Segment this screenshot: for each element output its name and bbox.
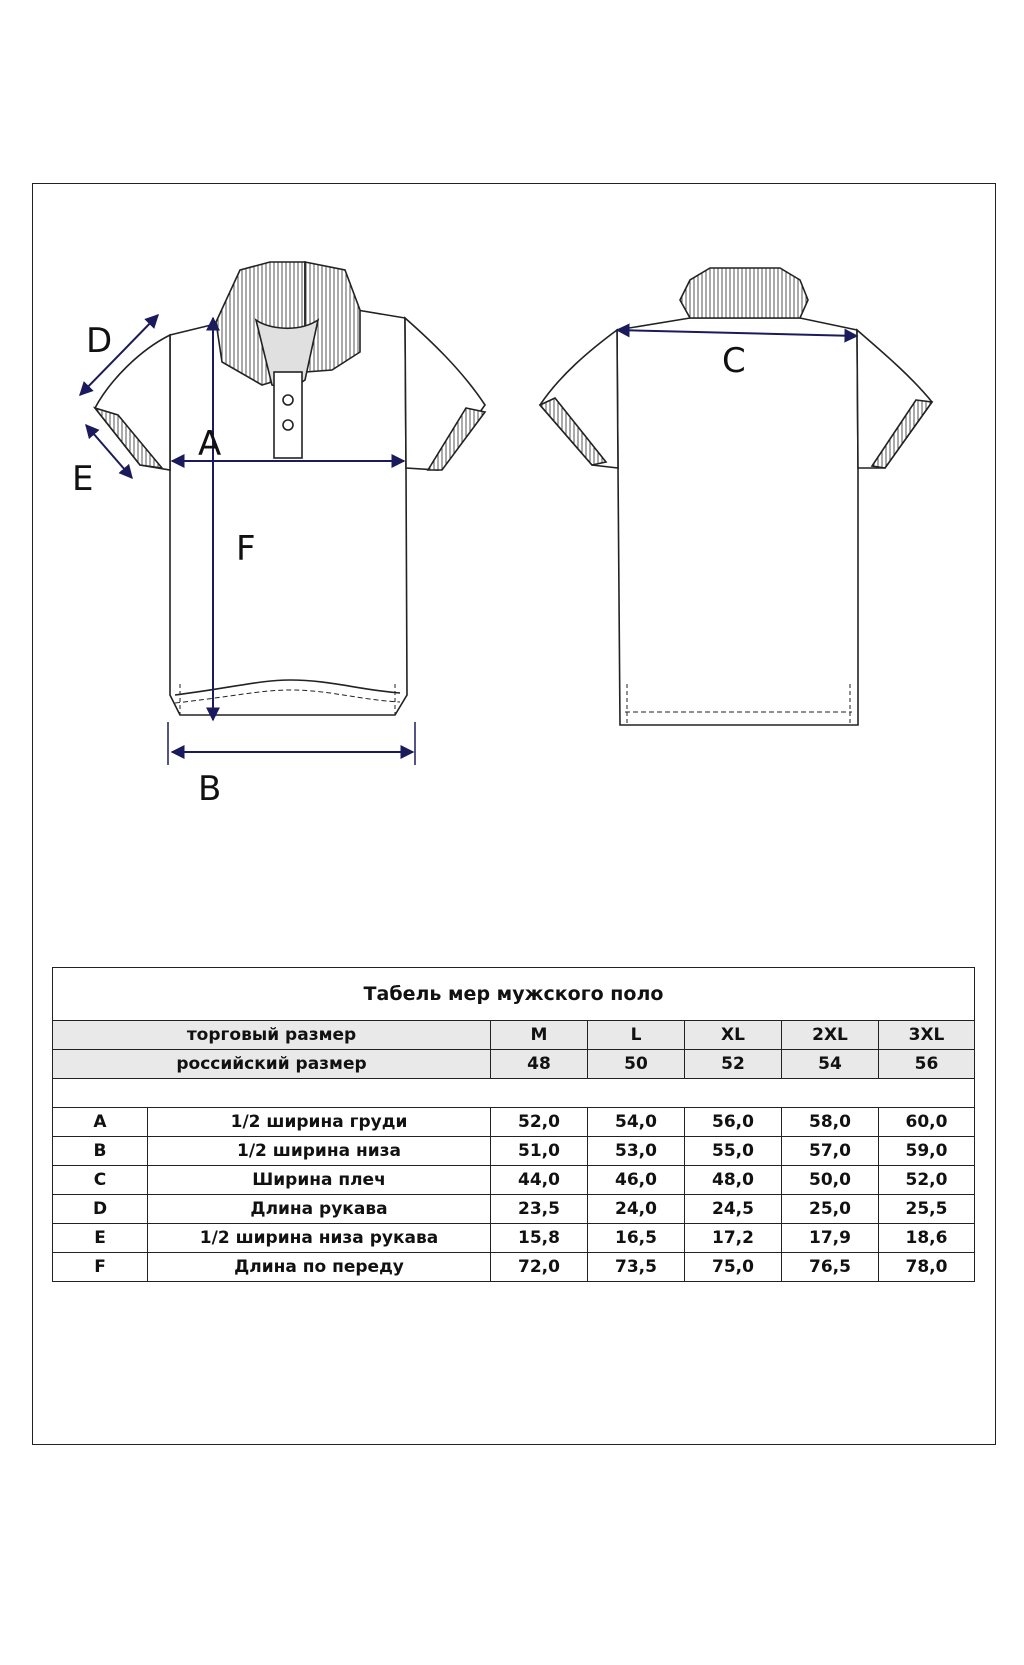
russian-size-row [53, 1050, 975, 1079]
measure-value: 15,8 [491, 1224, 588, 1253]
measure-value: 54,0 [588, 1108, 685, 1137]
measure-value: 23,5 [491, 1195, 588, 1224]
measure-value: 60,0 [879, 1108, 975, 1137]
table-row [53, 1137, 975, 1166]
measure-value: 25,0 [782, 1195, 879, 1224]
size-chart-table [52, 967, 975, 1282]
measure-name: Ширина плеч [148, 1166, 491, 1195]
trade-size-label: торговый размер [53, 1021, 491, 1050]
measure-value: 57,0 [782, 1137, 879, 1166]
measure-value: 76,5 [782, 1253, 879, 1282]
measure-value: 18,6 [879, 1224, 975, 1253]
measure-value: 55,0 [685, 1137, 782, 1166]
russian-size: 56 [879, 1050, 975, 1079]
table-row [53, 1195, 975, 1224]
russian-size: 54 [782, 1050, 879, 1079]
size-header: 2XL [782, 1021, 879, 1050]
label-f: F [236, 529, 256, 569]
measure-name: Длина по переду [148, 1253, 491, 1282]
label-e: E [72, 459, 94, 499]
measure-value: 16,5 [588, 1224, 685, 1253]
back-collar [680, 268, 808, 318]
measure-value: 50,0 [782, 1166, 879, 1195]
size-header: M [491, 1021, 588, 1050]
front-collar-right [305, 262, 360, 372]
measure-value: 58,0 [782, 1108, 879, 1137]
russian-size: 48 [491, 1050, 588, 1079]
size-header: L [588, 1021, 685, 1050]
measure-value: 17,9 [782, 1224, 879, 1253]
measure-code: F [53, 1253, 148, 1282]
size-header: 3XL [879, 1021, 975, 1050]
back-polo-drawing [540, 268, 932, 725]
measure-value: 78,0 [879, 1253, 975, 1282]
label-c: C [722, 341, 746, 381]
measure-value: 24,0 [588, 1195, 685, 1224]
measure-name: 1/2 ширина низа [148, 1137, 491, 1166]
label-d: D [86, 321, 113, 361]
measure-value: 51,0 [491, 1137, 588, 1166]
measure-name: 1/2 ширина низа рукава [148, 1224, 491, 1253]
russian-size-label: российский размер [53, 1050, 491, 1079]
measure-value: 46,0 [588, 1166, 685, 1195]
measure-code: C [53, 1166, 148, 1195]
spacer-row [53, 1079, 975, 1108]
button-2 [283, 420, 293, 430]
measure-value: 73,5 [588, 1253, 685, 1282]
trade-size-row [53, 1021, 975, 1050]
russian-size: 50 [588, 1050, 685, 1079]
front-polo-drawing [95, 262, 485, 715]
label-b: B [198, 769, 222, 809]
front-placket [274, 372, 302, 458]
measure-value: 17,2 [685, 1224, 782, 1253]
measure-value: 53,0 [588, 1137, 685, 1166]
measure-value: 52,0 [491, 1108, 588, 1137]
table-row [53, 1166, 975, 1195]
measure-value: 75,0 [685, 1253, 782, 1282]
button-1 [283, 395, 293, 405]
measure-value: 48,0 [685, 1166, 782, 1195]
measure-code: A [53, 1108, 148, 1137]
measure-code: D [53, 1195, 148, 1224]
table-row [53, 1224, 975, 1253]
measure-code: E [53, 1224, 148, 1253]
table-title: Табель мер мужского поло [53, 968, 975, 1021]
label-a: A [198, 424, 222, 464]
measure-value: 44,0 [491, 1166, 588, 1195]
size-header: XL [685, 1021, 782, 1050]
measure-name: Длина рукава [148, 1195, 491, 1224]
measure-value: 59,0 [879, 1137, 975, 1166]
measure-value: 72,0 [491, 1253, 588, 1282]
measure-value: 52,0 [879, 1166, 975, 1195]
russian-size: 52 [685, 1050, 782, 1079]
measure-value: 56,0 [685, 1108, 782, 1137]
measure-code: B [53, 1137, 148, 1166]
table-row [53, 1253, 975, 1282]
table-row [53, 1108, 975, 1137]
measure-name: 1/2 ширина груди [148, 1108, 491, 1137]
measure-value: 24,5 [685, 1195, 782, 1224]
measure-value: 25,5 [879, 1195, 975, 1224]
